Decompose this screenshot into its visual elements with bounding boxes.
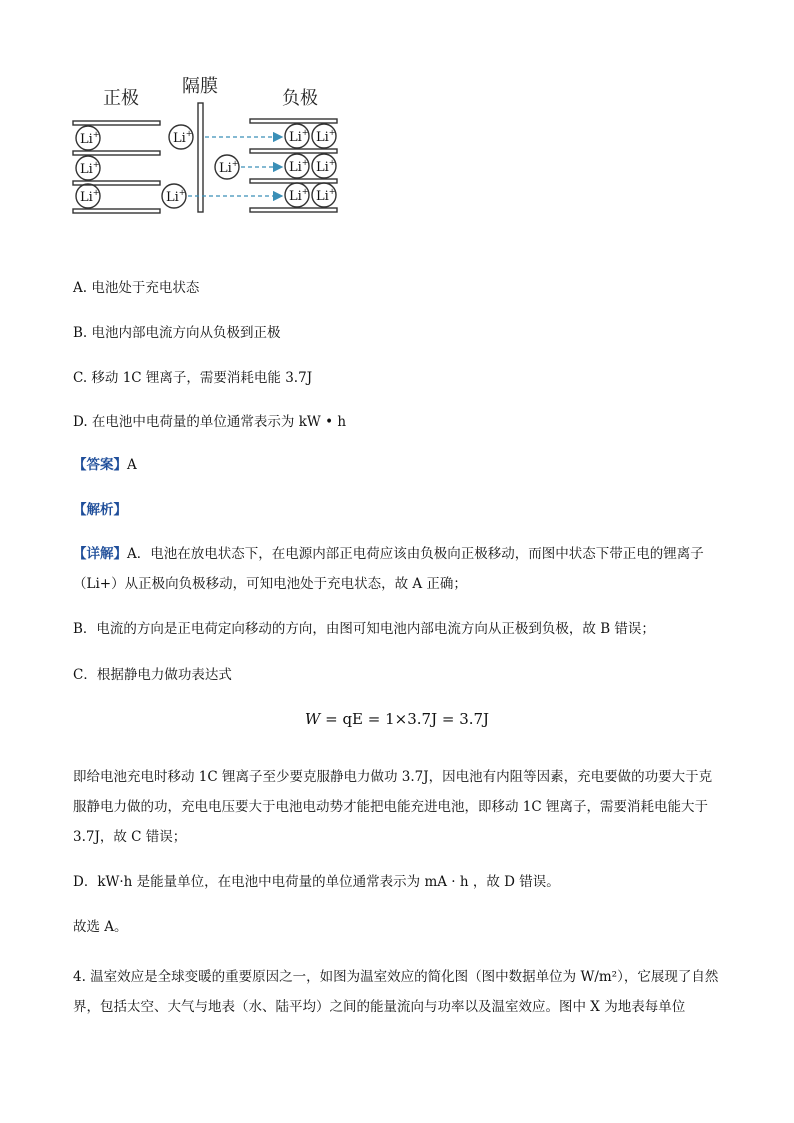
ion-label: Li: [289, 160, 302, 175]
battery-diagram: [0, 0, 794, 230]
negative-plate: [250, 119, 337, 123]
analysis-line: [73, 500, 127, 520]
label-negative-electrode: 负极: [282, 88, 318, 109]
ion-label: Li: [80, 162, 93, 177]
analysis-label: 【解析】: [73, 502, 127, 518]
answer-line: [73, 455, 137, 475]
detail-d: D．kW·h 是能量单位，在电池中电荷量的单位通常表示为 mA · h ，故 D 错误。: [73, 874, 560, 890]
positive-plate: [73, 209, 160, 213]
detail-c-intro: C．根据静电力做功表达式: [73, 667, 232, 683]
svg-text:Li+: Li+: [316, 187, 336, 204]
svg-text:Li+: Li+: [289, 158, 309, 175]
ion-label: Li: [80, 132, 93, 147]
svg-text:Li+: Li+: [80, 130, 100, 147]
positive-plate: [73, 121, 160, 125]
svg-text:Li+: Li+: [219, 159, 239, 176]
ion-label: Li: [173, 131, 186, 146]
ion-label: Li: [80, 190, 93, 205]
formula: [0, 710, 794, 728]
detail-b: B．电流的方向是正电荷定向移动的方向，由图可知电池内部电流方向从正极到负极，故 B 错误；: [73, 621, 655, 637]
formula-lhs: W: [304, 710, 321, 728]
svg-text:Li+: Li+: [166, 188, 186, 205]
option-c: C. 移动 1C 锂离子，需要消耗电能 3.7J: [73, 370, 313, 386]
negative-plate: [250, 208, 337, 212]
ion-label: Li: [289, 130, 302, 145]
detail-label: 【详解】: [73, 546, 127, 562]
option-a: A. 电池处于充电状态: [73, 280, 200, 296]
conclusion: 故选 A。: [73, 919, 128, 935]
ion-label: Li: [316, 189, 329, 204]
formula-rhs: = 1×3.7J = 3.7J: [367, 710, 490, 728]
detail-a-text: A．电池在放电状态下，在电源内部正电荷应该由负极向正极移动，而图中状态下带正电的锂离子（Li+）从正极向负极移动，可知电池处于充电状态，故 A 正确；: [73, 546, 704, 592]
detail-c-text: 即给电池充电时移动 1C 锂离子至少要克服静电力做功 3.7J，因电池有内阻等因素，充电要做的功要大于克服静电力做的功，充电电压要大于电池电动势才能把电能充进电池，即移动 1C 锂离子，需要消耗电能大于 3.7J，故 C 错误；: [73, 769, 713, 845]
svg-text:Li+: Li+: [80, 160, 100, 177]
ion-label: Li: [289, 189, 302, 204]
positive-plate: [73, 151, 160, 155]
ion-label: Li: [316, 160, 329, 175]
svg-text:Li+: Li+: [289, 187, 309, 204]
option-b: B. 电池内部电流方向从负极到正极: [73, 325, 281, 341]
option-d: D. 在电池中电荷量的单位通常表示为 kW • h: [73, 414, 347, 430]
detail-a: [73, 539, 723, 599]
ion-label: Li: [166, 190, 179, 205]
svg-text:Li+: Li+: [316, 128, 336, 145]
label-separator: 隔膜: [182, 76, 218, 97]
svg-text:Li+: Li+: [289, 128, 309, 145]
answer-value: A: [127, 457, 137, 473]
answer-label: 【答案】: [73, 457, 127, 473]
svg-text:Li+: Li+: [80, 188, 100, 205]
ion-label: Li: [316, 130, 329, 145]
formula-mid: = qE: [325, 710, 363, 728]
negative-plate: [250, 149, 337, 153]
label-positive-electrode: 正极: [103, 88, 139, 109]
svg-text:Li+: Li+: [316, 158, 336, 175]
svg-text:Li+: Li+: [173, 129, 193, 146]
battery-diagram-svg: [0, 0, 794, 230]
next-question: 4. 温室效应是全球变暖的重要原因之一，如图为温室效应的简化图（图中数据单位为 W/m²），它展现了自然界，包括太空、大气与地表（水、陆平均）之间的能量流向与功率以及温室效应。图中 X 为地表每单位: [73, 969, 719, 1015]
ion-label: Li: [219, 161, 232, 176]
